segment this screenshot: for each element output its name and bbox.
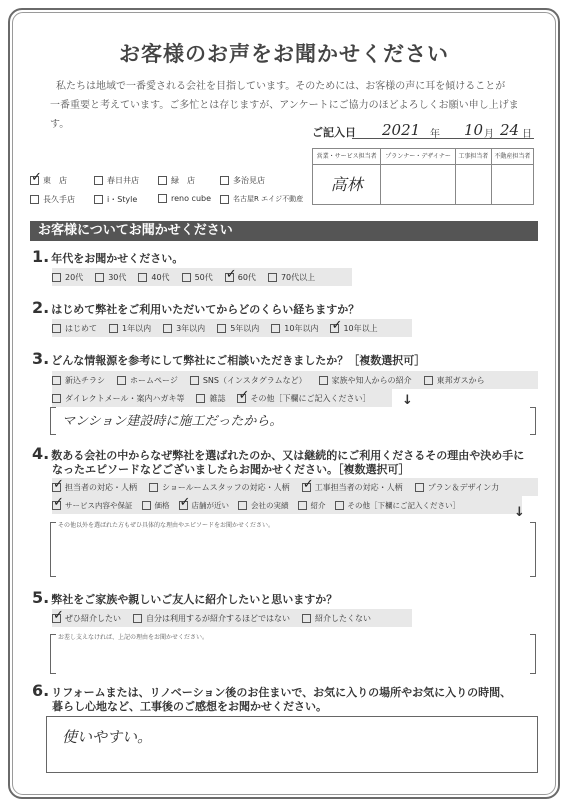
question-text: リフォームまたは、リノベーション後のお住まいで、お気に入りの場所やお気に入りの時間、 [51, 686, 512, 699]
option-label: 雑誌 [209, 393, 226, 403]
q5-option[interactable] [52, 613, 121, 624]
q4-option[interactable] [298, 500, 326, 511]
checkbox-checked[interactable] [330, 324, 339, 333]
option-label: その他［下欄にご記入ください］ [250, 393, 371, 403]
store-label: 東 店 [43, 176, 67, 185]
option-label: サービス内容や保証 [65, 500, 133, 510]
date-day-unit: 日 [522, 129, 532, 140]
store-option[interactable] [30, 194, 75, 205]
answer-bracket-left [50, 522, 56, 577]
q3-option[interactable] [52, 393, 184, 404]
option-label: その他［下欄にご記入ください］ [347, 500, 460, 510]
q6-answer-text[interactable]: 使いやすい。 [62, 728, 153, 746]
question-number: 1. [32, 247, 50, 266]
q4-option[interactable] [335, 500, 461, 511]
q4-option[interactable] [149, 482, 290, 493]
arrow-down-icon: ↓ [514, 505, 525, 520]
q3-option[interactable] [196, 393, 225, 404]
store-label: i・Style [107, 195, 138, 204]
option-label: 60代 [237, 272, 256, 282]
q3-option[interactable] [190, 375, 307, 386]
checkbox[interactable] [138, 273, 147, 282]
q2-option[interactable] [163, 323, 205, 334]
store-label: 長久手店 [43, 195, 75, 204]
staff-sales-name[interactable]: 高林 [313, 165, 381, 205]
store-label: 多治見店 [233, 176, 265, 185]
answer-bracket-right [530, 634, 536, 674]
option-label: 20代 [65, 272, 84, 282]
q2-option[interactable] [109, 323, 151, 334]
q3-option[interactable] [319, 375, 412, 386]
question-text: 年代をお聞かせください。 [51, 252, 184, 265]
checkbox[interactable] [133, 614, 142, 623]
option-label: 10年以内 [284, 323, 319, 333]
checkbox[interactable] [220, 176, 229, 185]
date-month-unit: 月 [484, 129, 494, 140]
checkbox-checked[interactable] [302, 483, 311, 492]
option-label: ショールームスタッフの対応・人柄 [162, 482, 290, 492]
staff-header-realestate: 不動産担当者 [491, 149, 533, 165]
date-year-unit: 年 [430, 129, 440, 140]
store-label: 春日井店 [107, 176, 139, 185]
checkbox-checked[interactable] [52, 483, 61, 492]
checkbox[interactable] [142, 501, 151, 510]
option-label: 3年以内 [176, 323, 206, 333]
checkbox-checked[interactable] [52, 501, 61, 510]
option-label: 紹介 [310, 500, 326, 510]
intro-line-2: 一番重要と考えています。ご多忙とは存じますが、アンケートにご協力のほどよろしくお願い申し上げます。 [50, 100, 519, 130]
q4-option[interactable] [238, 500, 289, 511]
store-option[interactable] [220, 175, 265, 186]
q1-options [52, 268, 352, 286]
answer-bracket-left [50, 407, 56, 435]
question-number: 4. [32, 444, 50, 463]
checkbox[interactable] [117, 376, 126, 385]
date-day[interactable]: 24 [500, 121, 520, 139]
checkbox[interactable] [94, 176, 103, 185]
question-text: 数ある会社の中からなぜ弊社を選ばれたのか、又は継続的にご利用くださるその理由や決め手に [51, 449, 525, 462]
date-label: ご記入日 [312, 126, 356, 139]
option-label: 価格 [154, 500, 170, 510]
checkbox-checked[interactable] [237, 394, 246, 403]
question-2 [32, 298, 359, 317]
answer-bracket-left [50, 634, 56, 674]
checkbox[interactable] [302, 614, 311, 623]
option-label: 会社の実績 [251, 500, 289, 510]
staff-header-planner: プランナー・デザイナー [381, 149, 455, 165]
checkbox-checked[interactable] [30, 176, 39, 185]
option-label: 担当者の対応・人柄 [65, 482, 137, 492]
option-label: 紹介したくない [315, 613, 371, 623]
option-label: ぜひ紹介したい [65, 613, 121, 623]
q3-option[interactable] [117, 375, 178, 386]
checkbox[interactable] [109, 324, 118, 333]
arrow-down-icon: ↓ [402, 393, 413, 408]
q5-option[interactable] [302, 613, 371, 624]
q3-options-row2 [52, 389, 392, 407]
staff-header-construction: 工事担当者 [455, 149, 491, 165]
question-number: 3. [32, 349, 50, 368]
option-label: 店舗が近い [191, 500, 229, 510]
checkbox[interactable] [52, 394, 61, 403]
date-month[interactable]: 10 [464, 121, 484, 139]
option-label: 東邦ガスから [436, 375, 485, 385]
q1-option[interactable] [52, 272, 83, 283]
option-label: 50代 [194, 272, 213, 282]
q2-option[interactable] [271, 323, 318, 334]
q3-option[interactable] [237, 393, 370, 404]
q3-option[interactable] [424, 375, 485, 386]
checkbox[interactable] [319, 376, 328, 385]
question-number: 2. [32, 298, 50, 317]
section-header: お客様についてお聞かせください [30, 221, 538, 241]
question-number: 5. [32, 588, 50, 607]
store-option[interactable] [158, 194, 211, 203]
staff-realestate-name[interactable] [491, 165, 533, 205]
checkbox[interactable] [217, 324, 226, 333]
intro-text [50, 77, 526, 134]
q1-option[interactable] [95, 272, 126, 283]
staff-construction-name[interactable] [455, 165, 491, 205]
q4-option[interactable] [302, 482, 403, 493]
checkbox[interactable] [238, 501, 247, 510]
checkbox[interactable] [424, 376, 433, 385]
checkbox[interactable] [30, 195, 39, 204]
staff-header-sales: 営業・サービス担当者 [313, 149, 381, 165]
option-label: 自分は利用するが紹介するほどではない [146, 613, 290, 623]
checkbox[interactable] [268, 273, 277, 282]
checkbox[interactable] [220, 195, 229, 204]
q4-option[interactable] [52, 482, 137, 493]
q2-option[interactable] [330, 323, 377, 334]
checkbox[interactable] [335, 501, 344, 510]
store-option[interactable] [220, 194, 303, 204]
checkbox[interactable] [298, 501, 307, 510]
checkbox[interactable] [149, 483, 158, 492]
option-label: 10年以上 [343, 323, 378, 333]
q5-hint: お差し支えなければ、上記の理由をお聞かせください。 [58, 634, 209, 641]
store-label: 名古屋R エイジ不動産 [233, 195, 304, 203]
question-4-line2: なったエピソードなどございましたらお聞かせください。［複数選択可］ [52, 463, 410, 476]
option-label: はじめて [65, 323, 97, 333]
question-text: どんな情報源を参考にして弊社にご相談いただきましたか？［複数選択可］ [51, 354, 426, 367]
q3-options-row1 [52, 371, 538, 389]
checkbox-checked[interactable] [52, 614, 61, 623]
store-label: 緑 店 [171, 176, 195, 185]
checkbox[interactable] [182, 273, 191, 282]
checkbox[interactable] [415, 483, 424, 492]
question-6-line2: 暮らし心地など、工事後のご感想をお聞かせください。 [52, 700, 327, 713]
option-label: 70代以上 [280, 272, 316, 282]
store-option[interactable] [30, 175, 67, 186]
q2-option[interactable] [52, 323, 97, 334]
option-label: 30代 [108, 272, 127, 282]
store-option[interactable] [158, 175, 195, 186]
checkbox[interactable] [158, 194, 167, 203]
option-label: 家族や知人からの紹介 [331, 375, 412, 385]
answer-bracket-right [530, 522, 536, 577]
checkbox[interactable] [158, 176, 167, 185]
q3-answer-text[interactable]: マンション建設時に施工だったから。 [62, 414, 283, 429]
q1-option[interactable] [225, 272, 256, 283]
option-label: SNS（インスタグラムなど） [202, 375, 307, 385]
question-3 [32, 349, 425, 368]
store-option[interactable] [94, 194, 137, 205]
page-title: お客様のお声をお聞かせください [119, 42, 449, 66]
question-number: 6. [32, 681, 50, 700]
question-text: 弊社をご家族や親しいご友人に紹介したいと思いますか？ [51, 593, 338, 606]
option-label: ダイレクトメール・案内ハガキ等 [65, 393, 185, 403]
question-1 [32, 247, 183, 266]
q2-option[interactable] [217, 323, 259, 334]
q5-option[interactable] [133, 613, 290, 624]
store-label: reno cube [171, 194, 212, 203]
checkbox-checked[interactable] [225, 273, 234, 282]
q1-option[interactable] [182, 272, 213, 283]
q1-option[interactable] [268, 272, 315, 283]
q1-option[interactable] [138, 272, 169, 283]
checkbox[interactable] [163, 324, 172, 333]
option-label: 新込チラシ [65, 375, 105, 385]
option-label: 40代 [151, 272, 170, 282]
option-label: 工事担当者の対応・人柄 [314, 482, 403, 492]
q3-option[interactable] [52, 375, 105, 386]
checkbox[interactable] [190, 376, 199, 385]
q4-options-row2 [52, 496, 522, 514]
q4-option[interactable] [179, 500, 230, 511]
option-label: 1年以内 [122, 323, 152, 333]
q4-options-row1 [52, 478, 538, 496]
checkbox-checked[interactable] [179, 501, 188, 510]
checkbox[interactable] [52, 324, 61, 333]
checkbox[interactable] [271, 324, 280, 333]
q4-hint: その他以外を選ばれた方もぜひ具体的な理由やエピソードをお聞かせください。 [58, 522, 275, 529]
checkbox[interactable] [52, 376, 61, 385]
checkbox[interactable] [94, 195, 103, 204]
date-year[interactable]: 2021 [382, 121, 421, 139]
q2-options [52, 319, 412, 337]
question-5 [32, 588, 337, 607]
q5-options [52, 609, 412, 627]
answer-bracket-right [530, 407, 536, 435]
staff-planner-name[interactable] [381, 165, 455, 205]
store-option[interactable] [94, 175, 139, 186]
option-label: 5年以内 [230, 323, 260, 333]
staff-table [312, 148, 534, 205]
q4-option[interactable] [52, 500, 133, 511]
checkbox[interactable] [95, 273, 104, 282]
question-text: はじめて弊社をご利用いただいてからどのくらい経ちますか？ [51, 303, 360, 316]
option-label: ホームページ [130, 375, 178, 385]
checkbox[interactable] [52, 273, 61, 282]
option-label: プラン＆デザイン力 [427, 482, 500, 492]
intro-line-1: 私たちは地域で一番愛される会社を目指しています。そのためには、お客様の声に耳を傾けることが [56, 81, 506, 92]
checkbox[interactable] [196, 394, 205, 403]
q4-option[interactable] [142, 500, 170, 511]
q4-option[interactable] [415, 482, 499, 493]
